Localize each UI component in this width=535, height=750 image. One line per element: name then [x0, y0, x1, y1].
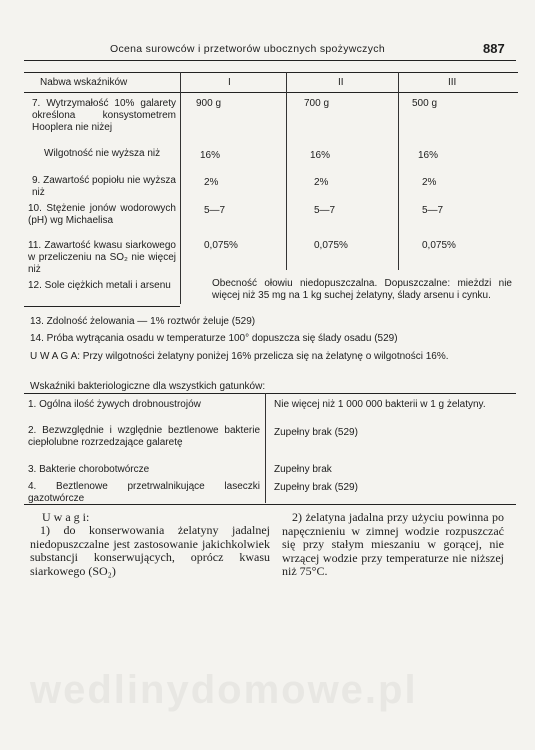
col-header-indicators: Nabwa wskaźników: [40, 77, 128, 88]
table-cell: 0,075%: [204, 240, 238, 251]
table-cell: 16%: [200, 150, 221, 161]
table-cell: 5—7: [422, 205, 444, 216]
table-row-label: 3. Bakterie chorobotwórcze: [28, 464, 150, 475]
table-cell: Zupełny brak (529): [274, 482, 358, 493]
note-moisture: U W A G A: Przy wilgotności żelatyny poniżej 16% przelicza się na żelatynę o wilgotności 16%.: [30, 351, 449, 362]
col-header-grade-1: I: [228, 77, 231, 88]
col-header-grade-3: III: [448, 77, 457, 88]
table-row-label: 9. Zawartość popiołu nie wyższa niż: [32, 175, 176, 198]
col-header-grade-2: II: [338, 77, 344, 88]
table-cell: 16%: [310, 150, 331, 161]
item-13: 13. Zdolność żelowania — 1% roztwór żeluje (529): [30, 316, 256, 327]
table-cell: 5—7: [314, 205, 336, 216]
table-row-label: 11. Zawartość kwasu siarkowego w przeliczeniu na SO₂ nie więcej niż: [28, 240, 176, 275]
table-cell: 2%: [314, 177, 329, 188]
table-row-label: 2. Bezwzględnie i względnie beztlenowe bakterie ciepłolubne rozrzedzające galaretę: [28, 425, 260, 448]
table-row-label: 4. Beztlenowe przetrwalnikujące laseczki gazotwórcze: [28, 481, 260, 504]
table-cell: 0,075%: [422, 240, 456, 251]
running-header: Ocena surowców i przetworów ubocznych spożywczych: [110, 43, 385, 55]
header-rule: [24, 60, 516, 61]
page-number: 887: [483, 41, 505, 56]
note-2: 2) żelatyna jadalna przy użyciu powinna po napęcznieniu w zimnej wodzie rozpuszczać się przy stałym mieszaniu w gorącej, nie wrzącej wodzie przy temperaturze nie niższej niż 75°C.: [282, 510, 504, 578]
table-cell: 500 g: [412, 98, 438, 109]
table-cell-span: Obecność ołowiu niedopuszczalna. Dopuszczalne: mieżdzi nie więcej niż 35 mg na 1 kg suchej żelatyny, ślady arsenu i cynku.: [212, 278, 512, 301]
table-cell: 2%: [204, 177, 219, 188]
table-row-label: 10. Stężenie jonów wodorowych (pH) wg Michaelisa: [28, 203, 176, 226]
note-1: 1) do konserwowania żelatyny jadalnej niedopuszczalne jest zastosowanie jakichkolwiek substancji konserwujących, oprócz kwasu siarkowego (SO₂): [30, 523, 270, 578]
table-cell: 5—7: [204, 205, 226, 216]
table-row-label: Wilgotność nie wyższa niż: [44, 148, 161, 159]
bacteriological-heading: Wskaźniki bakteriologiczne dla wszystkich gatunków:: [30, 381, 266, 392]
item-14: 14. Próba wytrącania osadu w temperaturze 100° dopuszcza się ślady osadu (529): [30, 333, 398, 344]
table-cell: 700 g: [304, 98, 330, 109]
table-cell: 0,075%: [314, 240, 348, 251]
table-row-label: 7. Wytrzymałość 10% galarety określona konsystometrem Hooplera nie niżej: [32, 98, 176, 133]
table-cell: 16%: [418, 150, 439, 161]
table-cell: 2%: [422, 177, 437, 188]
table-row-label: 12. Sole ciężkich metali i arsenu: [28, 280, 171, 291]
table-cell: Zupełny brak (529): [274, 427, 358, 438]
table-cell: Nie więcej niż 1 000 000 bakterii w 1 g żelatyny.: [274, 399, 486, 410]
table-cell: 900 g: [196, 98, 222, 109]
notes-heading: U w a g i:: [42, 510, 90, 524]
table-cell: Zupełny brak: [274, 464, 332, 475]
table-row-label: 1. Ogólna ilość żywych drobnoustrojów: [28, 399, 201, 410]
watermark: wedlinydomowe.pl: [30, 668, 418, 712]
